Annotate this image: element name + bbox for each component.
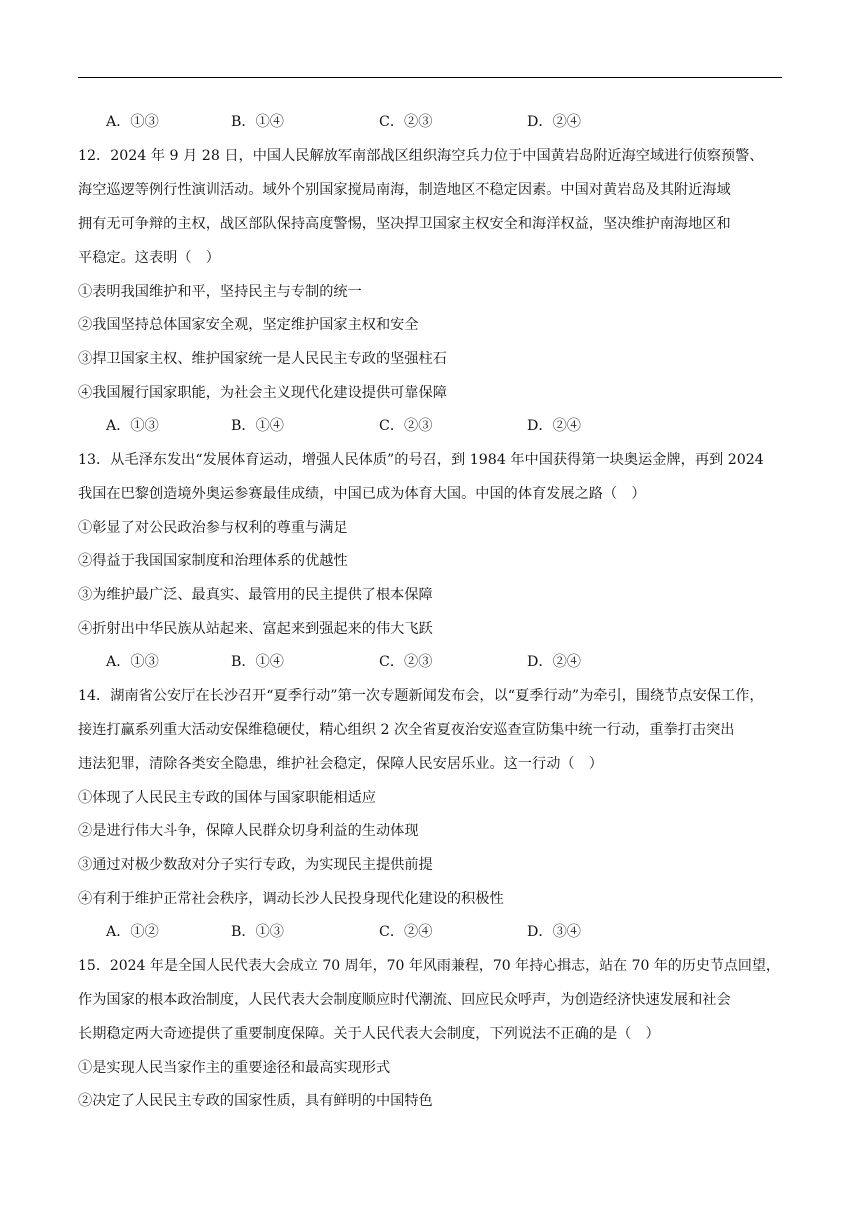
option-d[interactable]: D．②④ xyxy=(527,654,581,670)
q12-item-3: ③捍卫国家主权、维护国家统一是人民民主专政的坚强柱石 xyxy=(78,351,447,367)
q12-item-4: ④我国履行国家职能，为社会主义现代化建设提供可靠保障 xyxy=(78,385,447,401)
option-d[interactable]: D．②④ xyxy=(527,114,581,130)
q14-stem-line-3: 违法犯罪，清除各类安全隐患，维护社会稳定，保障人民安居乐业。这一行动（ ） xyxy=(78,756,603,772)
option-b[interactable]: B．①④ xyxy=(231,418,284,434)
option-c[interactable]: C．②③ xyxy=(379,654,433,670)
option-d[interactable]: D．③④ xyxy=(527,924,581,940)
q13-item-3: ③为维护最广泛、最真实、最管用的民主提供了根本保障 xyxy=(78,587,433,603)
option-a[interactable]: A．①③ xyxy=(106,114,159,130)
q12-stem-line-3: 拥有无可争辩的主权，战区部队保持高度警惕，坚决捍卫国家主权安全和海洋权益，坚决维护南海地区和 xyxy=(78,216,731,232)
q15-item-2: ②决定了人民民主专政的国家性质，具有鲜明的中国特色 xyxy=(78,1093,433,1109)
q14-item-1: ①体现了人民民主专政的国体与国家职能相适应 xyxy=(78,790,376,806)
option-b[interactable]: B．①④ xyxy=(231,654,284,670)
option-c[interactable]: C．②③ xyxy=(379,114,433,130)
q13-item-1: ①彰显了对公民政治参与权利的尊重与满足 xyxy=(78,520,348,536)
q12-item-2: ②我国坚持总体国家安全观，坚定维护国家主权和安全 xyxy=(78,317,419,333)
q12-item-1: ①表明我国维护和平，坚持民主与专制的统一 xyxy=(78,284,362,300)
q13-stem-line-1: 13．从毛泽东发出“发展体育运动，增强人民体质”的号召，到 1984 年中国获得第一块奥运金牌，再到 2024 xyxy=(78,452,764,468)
option-b[interactable]: B．①④ xyxy=(231,114,284,130)
q13-stem-line-2: 我国在巴黎创造境外奥运参赛最佳成绩，中国已成为体育大国。中国的体育发展之路（ ） xyxy=(78,486,646,502)
q13-item-2: ②得益于我国国家制度和治理体系的优越性 xyxy=(78,553,348,569)
q14-item-3: ③通过对极少数敌对分子实行专政，为实现民主提供前提 xyxy=(78,857,433,873)
q14-stem-line-1: 14．湖南省公安厅在长沙召开“夏季行动”第一次专题新闻发布会，以“夏季行动”为牵引，围绕节点安保工作， xyxy=(78,688,764,704)
q13-item-4: ④折射出中华民族从站起来、富起来到强起来的伟大飞跃 xyxy=(78,621,433,637)
q14-item-2: ②是进行伟大斗争，保障人民群众切身利益的生动体现 xyxy=(78,823,419,839)
q12-stem-line-2: 海空巡逻等例行性演训活动。域外个别国家搅局南海，制造地区不稳定因素。中国对黄岩岛及其附近海域 xyxy=(78,182,731,198)
q14-stem-line-2: 接连打赢系列重大活动安保维稳硬仗，精心组织 2 次全省夏夜治安巡查宣防集中统一行动，重拳打击突出 xyxy=(78,722,735,738)
option-a[interactable]: A．①③ xyxy=(106,418,159,434)
option-d[interactable]: D．②④ xyxy=(527,418,581,434)
q15-stem-line-2: 作为国家的根本政治制度，人民代表大会制度顺应时代潮流、回应民众呼声，为创造经济快速发展和社会 xyxy=(78,992,731,1008)
option-c[interactable]: C．②③ xyxy=(379,418,433,434)
option-a[interactable]: A．①② xyxy=(106,924,159,940)
q14-item-4: ④有利于维护正常社会秩序，调动长沙人民投身现代化建设的积极性 xyxy=(78,891,504,907)
q15-stem-line-1: 15．2024 年是全国人民代表大会成立 70 周年，70 年风雨兼程，70 年持心揖志，站在 70 年的历史节点回望， xyxy=(78,958,780,974)
q15-stem-line-3: 长期稳定两大奇迹提供了重要制度保障。关于人民代表大会制度，下列说法不正确的是（ ） xyxy=(78,1026,660,1042)
q12-stem-line-1: 12．2024 年 9 月 28 日，中国人民解放军南部战区组织海空兵力位于中国黄岩岛附近海空域进行侦察预警、 xyxy=(78,148,764,164)
header-rule xyxy=(78,77,782,78)
option-c[interactable]: C．②④ xyxy=(379,924,433,940)
option-b[interactable]: B．①③ xyxy=(231,924,284,940)
q12-stem-line-4: 平稳定。这表明（ ） xyxy=(78,250,220,266)
q15-item-1: ①是实现人民当家作主的重要途径和最高实现形式 xyxy=(78,1060,391,1076)
option-a[interactable]: A．①③ xyxy=(106,654,159,670)
